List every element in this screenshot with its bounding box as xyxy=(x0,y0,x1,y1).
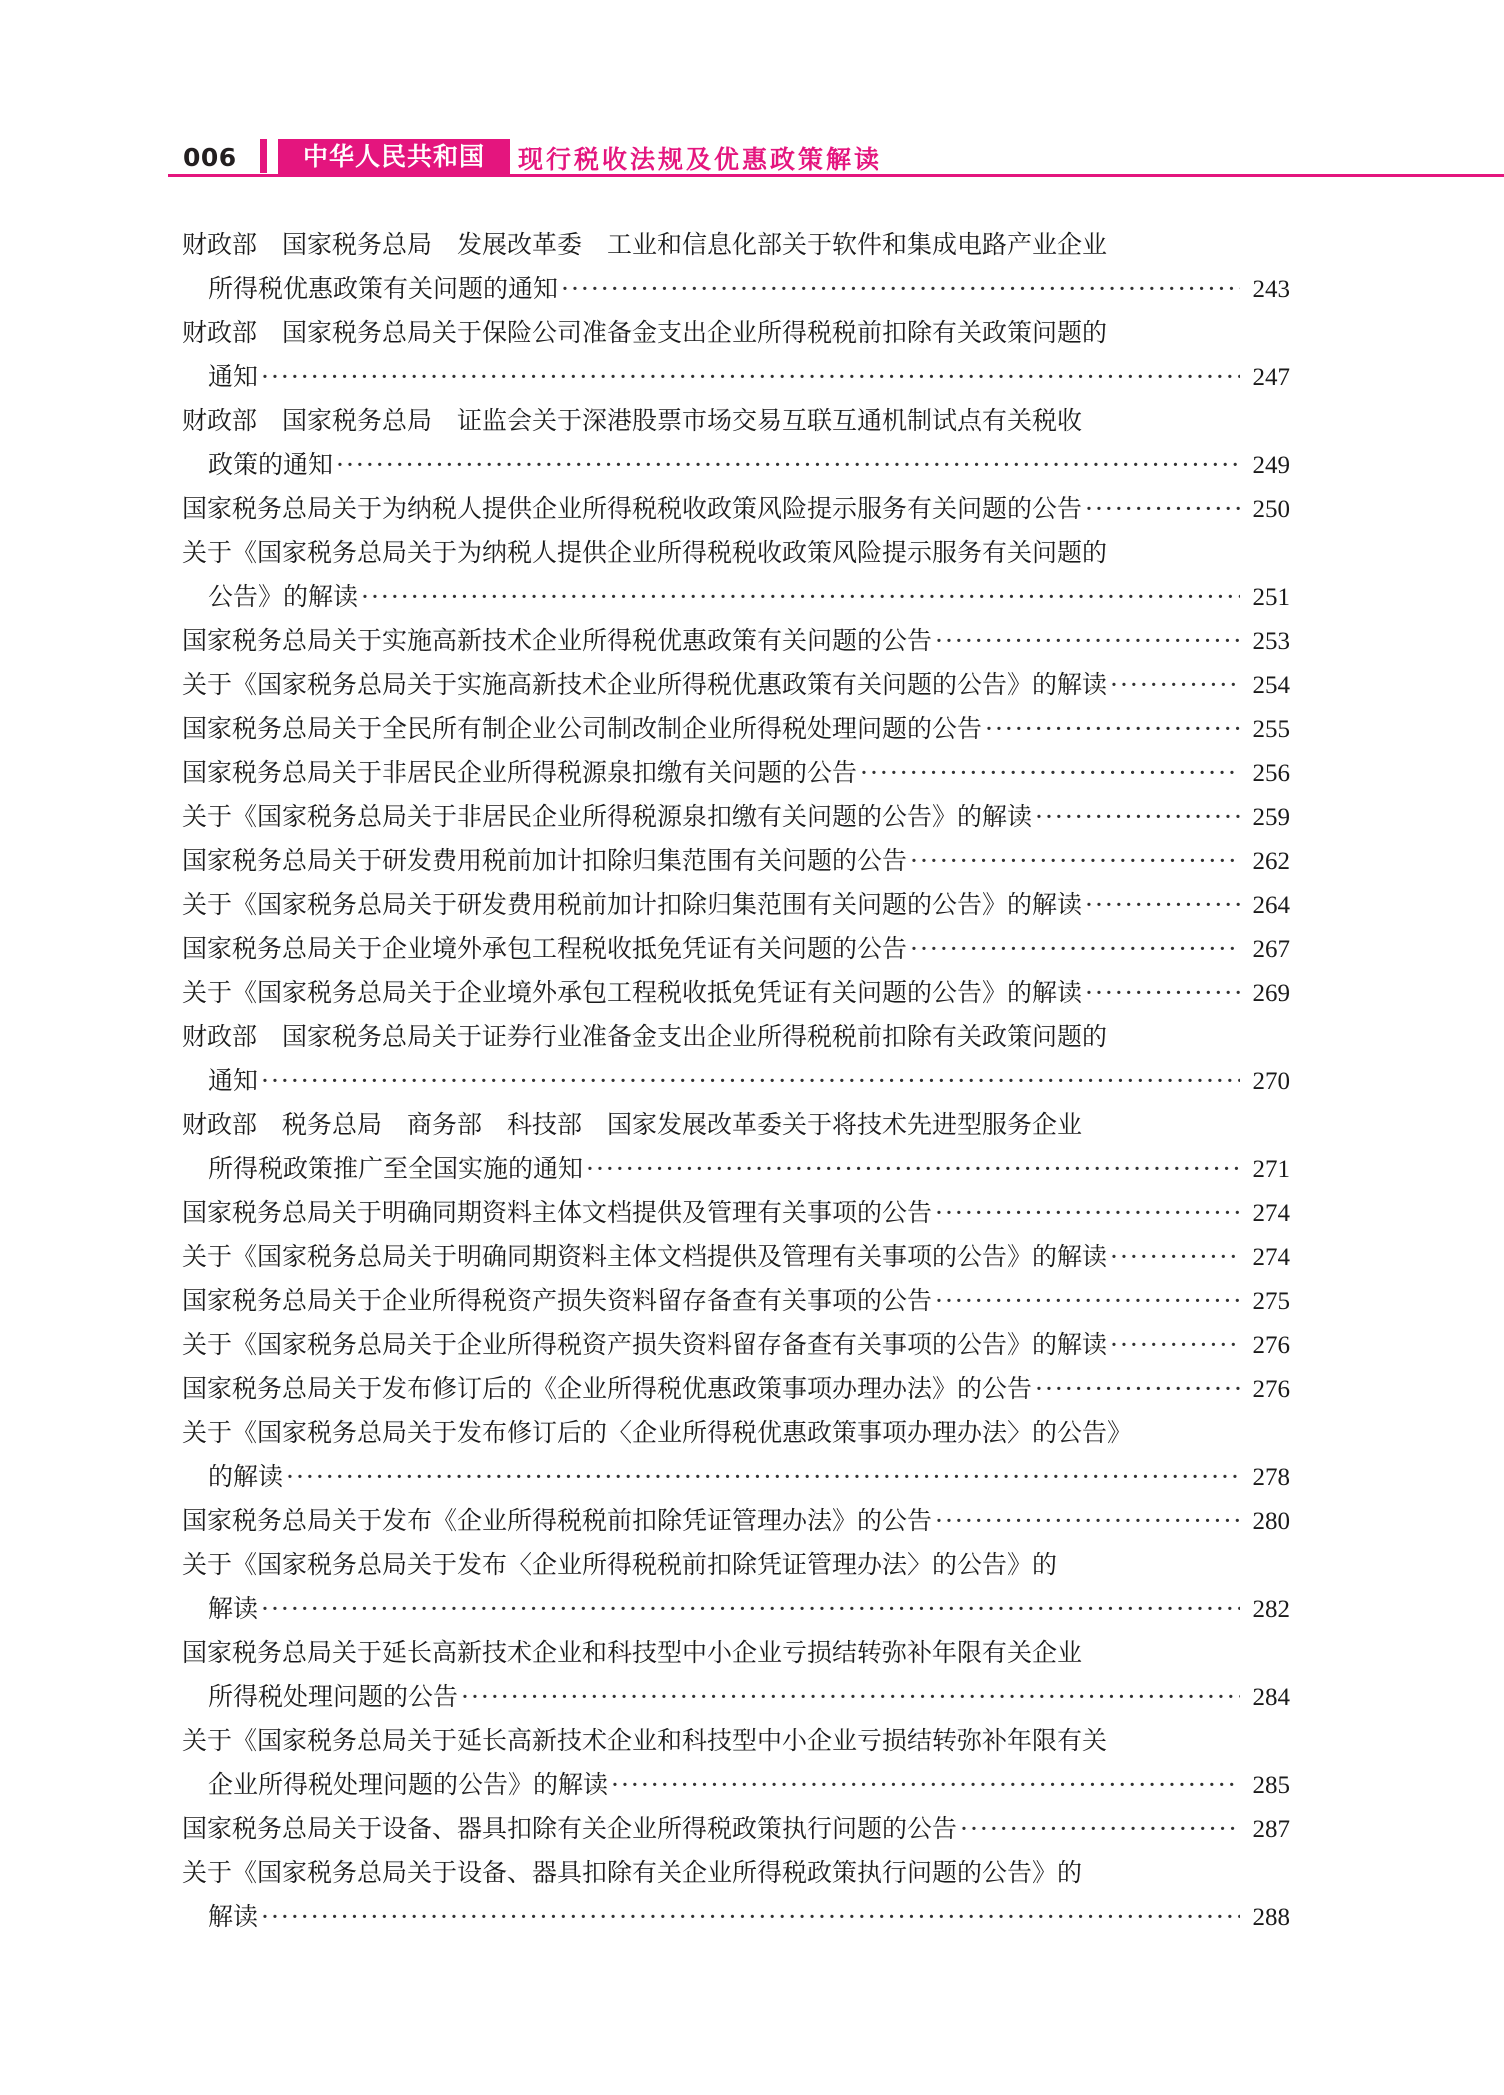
toc-line xyxy=(182,927,1290,971)
toc-line xyxy=(182,531,1290,575)
toc-line xyxy=(182,883,1290,927)
dot-leader xyxy=(985,707,1240,751)
toc-entry[interactable] xyxy=(182,1499,1290,1543)
toc-page-number: 249 xyxy=(1252,452,1290,479)
toc-entry-title: 国家税务总局关于为纳税人提供企业所得税税收政策风险提示服务有关问题的公告 xyxy=(182,494,1083,523)
toc-entry[interactable] xyxy=(182,1851,1290,1939)
toc-entry[interactable] xyxy=(182,795,1290,839)
toc-entry-title: 关于《国家税务总局关于非居民企业所得税源泉扣缴有关问题的公告》的解读 xyxy=(182,802,1033,831)
toc-line xyxy=(182,1587,1290,1631)
toc-entry[interactable] xyxy=(182,1807,1290,1851)
dot-leader xyxy=(1035,795,1240,839)
toc-line xyxy=(182,1235,1290,1279)
toc-entry-title: 财政部 国家税务总局关于保险公司准备金支出企业所得税税前扣除有关政策问题的 xyxy=(182,318,1108,347)
toc-entry[interactable] xyxy=(182,399,1290,487)
toc-line xyxy=(182,1059,1290,1103)
toc-page-number: 255 xyxy=(1252,716,1290,743)
toc-line xyxy=(182,1323,1290,1367)
toc-page-number: 247 xyxy=(1252,364,1290,391)
toc-page-number: 275 xyxy=(1252,1288,1290,1315)
toc-line xyxy=(182,1455,1290,1499)
toc-entry-title: 国家税务总局关于延长高新技术企业和科技型中小企业亏损结转弥补年限有关企业 xyxy=(182,1638,1083,1667)
toc-entry-title: 关于《国家税务总局关于设备、器具扣除有关企业所得税政策执行问题的公告》的 xyxy=(182,1858,1083,1887)
toc-line xyxy=(182,223,1290,267)
toc-entry-title: 关于《国家税务总局关于为纳税人提供企业所得税税收政策风险提示服务有关问题的 xyxy=(182,538,1108,567)
toc-entry-title: 国家税务总局关于发布修订后的《企业所得税优惠政策事项办理办法》的公告 xyxy=(182,1374,1033,1403)
toc-page-number: 276 xyxy=(1252,1376,1290,1403)
toc-entry[interactable] xyxy=(182,927,1290,971)
toc-line xyxy=(182,619,1290,663)
toc-entry-title: 国家税务总局关于全民所有制企业公司制改制企业所得税处理问题的公告 xyxy=(182,714,983,743)
toc-entry-title: 财政部 国家税务总局 证监会关于深港股票市场交易互联互通机制试点有关税收 xyxy=(182,406,1083,435)
dot-leader xyxy=(261,1587,1240,1631)
page-header xyxy=(0,0,1504,180)
toc-line xyxy=(182,1807,1290,1851)
toc-page-number: 262 xyxy=(1252,848,1290,875)
dot-leader xyxy=(286,1455,1240,1499)
dot-leader xyxy=(935,619,1240,663)
toc-entry-title: 国家税务总局关于企业所得税资产损失资料留存备查有关事项的公告 xyxy=(182,1286,933,1315)
dot-leader xyxy=(1085,971,1240,1015)
toc-page-number: 267 xyxy=(1252,936,1290,963)
toc-entry-title: 国家税务总局关于研发费用税前加计扣除归集范围有关问题的公告 xyxy=(182,846,908,875)
toc-line xyxy=(182,1851,1290,1895)
toc-entry-title: 关于《国家税务总局关于明确同期资料主体文档提供及管理有关事项的公告》的解读 xyxy=(182,1242,1108,1271)
toc-page-number: 282 xyxy=(1252,1596,1290,1623)
dot-leader xyxy=(261,1895,1240,1939)
dot-leader xyxy=(1110,663,1240,707)
book-subtitle: 现行税收法规及优惠政策解读 xyxy=(518,145,883,174)
dot-leader xyxy=(336,443,1240,487)
toc-entry-title: 关于《国家税务总局关于发布〈企业所得税税前扣除凭证管理办法〉的公告》的 xyxy=(182,1550,1058,1579)
toc-line xyxy=(182,839,1290,883)
toc-entry-title: 国家税务总局关于发布《企业所得税税前扣除凭证管理办法》的公告 xyxy=(182,1506,933,1535)
dot-leader xyxy=(960,1807,1240,1851)
dot-leader xyxy=(1085,487,1240,531)
table-of-contents xyxy=(182,223,1290,1939)
toc-entry[interactable] xyxy=(182,751,1290,795)
toc-line xyxy=(182,795,1290,839)
dot-leader xyxy=(461,1675,1240,1719)
toc-entry[interactable] xyxy=(182,1235,1290,1279)
toc-entry-title: 国家税务总局关于明确同期资料主体文档提供及管理有关事项的公告 xyxy=(182,1198,933,1227)
toc-entry[interactable] xyxy=(182,1015,1290,1103)
header-accent-bar xyxy=(260,139,267,173)
toc-entry[interactable] xyxy=(182,1191,1290,1235)
toc-entry-title: 关于《国家税务总局关于发布修订后的〈企业所得税优惠政策事项办理办法〉的公告》 xyxy=(182,1418,1133,1447)
dot-leader xyxy=(261,355,1240,399)
toc-entry-title: 通知 xyxy=(208,1066,259,1095)
toc-entry-title: 政策的通知 xyxy=(208,450,334,479)
toc-line xyxy=(182,1015,1290,1059)
toc-entry[interactable] xyxy=(182,1411,1290,1499)
toc-line xyxy=(182,663,1290,707)
toc-entry[interactable] xyxy=(182,1103,1290,1191)
toc-entry[interactable] xyxy=(182,1719,1290,1807)
toc-entry-title: 关于《国家税务总局关于实施高新技术企业所得税优惠政策有关问题的公告》的解读 xyxy=(182,670,1108,699)
dot-leader xyxy=(860,751,1240,795)
toc-entry-title: 所得税优惠政策有关问题的通知 xyxy=(208,274,559,303)
toc-entry[interactable] xyxy=(182,1323,1290,1367)
dot-leader xyxy=(361,575,1240,619)
toc-entry-title: 关于《国家税务总局关于企业境外承包工程税收抵免凭证有关问题的公告》的解读 xyxy=(182,978,1083,1007)
toc-page-number: 276 xyxy=(1252,1332,1290,1359)
toc-line xyxy=(182,1895,1290,1939)
toc-entry-title: 国家税务总局关于非居民企业所得税源泉扣缴有关问题的公告 xyxy=(182,758,858,787)
toc-entry-title: 关于《国家税务总局关于延长高新技术企业和科技型中小企业亏损结转弥补年限有关 xyxy=(182,1726,1108,1755)
toc-entry-title: 所得税政策推广至全国实施的通知 xyxy=(208,1154,584,1183)
toc-line xyxy=(182,311,1290,355)
toc-entry-title: 财政部 税务总局 商务部 科技部 国家发展改革委关于将技术先进型服务企业 xyxy=(182,1110,1083,1139)
toc-line xyxy=(182,267,1290,311)
toc-entry-title: 企业所得税处理问题的公告》的解读 xyxy=(208,1770,609,1799)
toc-entry[interactable] xyxy=(182,663,1290,707)
toc-entry[interactable] xyxy=(182,971,1290,1015)
toc-page-number: 253 xyxy=(1252,628,1290,655)
toc-entry-title: 所得税处理问题的公告 xyxy=(208,1682,459,1711)
toc-entry-title: 公告》的解读 xyxy=(208,582,359,611)
dot-leader xyxy=(261,1059,1240,1103)
toc-entry-title: 国家税务总局关于设备、器具扣除有关企业所得税政策执行问题的公告 xyxy=(182,1814,958,1843)
toc-page-number: 256 xyxy=(1252,760,1290,787)
toc-line xyxy=(182,751,1290,795)
toc-entry-title: 解读 xyxy=(208,1594,259,1623)
toc-entry-title: 财政部 国家税务总局关于证券行业准备金支出企业所得税税前扣除有关政策问题的 xyxy=(182,1022,1108,1051)
dot-leader xyxy=(910,927,1240,971)
toc-line xyxy=(182,575,1290,619)
toc-line xyxy=(182,443,1290,487)
dot-leader xyxy=(910,839,1240,883)
toc-page-number: 278 xyxy=(1252,1464,1290,1491)
dot-leader xyxy=(935,1191,1240,1235)
dot-leader xyxy=(935,1279,1240,1323)
toc-entry-title: 通知 xyxy=(208,362,259,391)
page-number: 006 xyxy=(183,143,237,172)
toc-line xyxy=(182,1279,1290,1323)
toc-line xyxy=(182,1719,1290,1763)
toc-page-number: 288 xyxy=(1252,1904,1290,1931)
toc-page-number: 254 xyxy=(1252,672,1290,699)
toc-page-number: 269 xyxy=(1252,980,1290,1007)
toc-entry-title: 关于《国家税务总局关于企业所得税资产损失资料留存备查有关事项的公告》的解读 xyxy=(182,1330,1108,1359)
toc-line xyxy=(182,1103,1290,1147)
toc-entry-title: 的解读 xyxy=(208,1462,284,1491)
toc-line xyxy=(182,1499,1290,1543)
dot-leader xyxy=(611,1763,1240,1807)
toc-entry-title: 国家税务总局关于企业境外承包工程税收抵免凭证有关问题的公告 xyxy=(182,934,908,963)
toc-page-number: 287 xyxy=(1252,1816,1290,1843)
toc-entry[interactable] xyxy=(182,1279,1290,1323)
series-title: 中华人民共和国 xyxy=(278,139,510,174)
toc-page-number: 270 xyxy=(1252,1068,1290,1095)
toc-entry[interactable] xyxy=(182,619,1290,663)
toc-entry[interactable] xyxy=(182,1543,1290,1631)
toc-entry[interactable] xyxy=(182,1631,1290,1719)
toc-page-number: 274 xyxy=(1252,1244,1290,1271)
toc-entry-title: 财政部 国家税务总局 发展改革委 工业和信息化部关于软件和集成电路产业企业 xyxy=(182,230,1108,259)
toc-line xyxy=(182,971,1290,1015)
toc-page-number: 271 xyxy=(1252,1156,1290,1183)
dot-leader xyxy=(586,1147,1240,1191)
toc-entry[interactable] xyxy=(182,883,1290,927)
toc-line xyxy=(182,1763,1290,1807)
dot-leader xyxy=(935,1499,1240,1543)
toc-line xyxy=(182,1631,1290,1675)
toc-page-number: 250 xyxy=(1252,496,1290,523)
dot-leader xyxy=(1110,1323,1240,1367)
toc-entry[interactable] xyxy=(182,839,1290,883)
toc-line xyxy=(182,1675,1290,1719)
toc-line xyxy=(182,1543,1290,1587)
toc-line xyxy=(182,1367,1290,1411)
dot-leader xyxy=(1085,883,1240,927)
toc-page-number: 243 xyxy=(1252,276,1290,303)
toc-page-number: 259 xyxy=(1252,804,1290,831)
dot-leader xyxy=(1110,1235,1240,1279)
toc-page-number: 284 xyxy=(1252,1684,1290,1711)
toc-line xyxy=(182,1191,1290,1235)
toc-line xyxy=(182,487,1290,531)
toc-entry[interactable] xyxy=(182,487,1290,531)
toc-entry-title: 关于《国家税务总局关于研发费用税前加计扣除归集范围有关问题的公告》的解读 xyxy=(182,890,1083,919)
toc-entry-title: 解读 xyxy=(208,1902,259,1931)
toc-line xyxy=(182,355,1290,399)
toc-entry[interactable] xyxy=(182,707,1290,751)
toc-line xyxy=(182,1411,1290,1455)
toc-entry[interactable] xyxy=(182,311,1290,399)
dot-leader xyxy=(561,267,1240,311)
dot-leader xyxy=(1035,1367,1240,1411)
toc-entry[interactable] xyxy=(182,223,1290,311)
header-rule xyxy=(168,174,1504,177)
toc-entry[interactable] xyxy=(182,1367,1290,1411)
toc-page-number: 251 xyxy=(1252,584,1290,611)
toc-line xyxy=(182,1147,1290,1191)
toc-line xyxy=(182,707,1290,751)
toc-page-number: 285 xyxy=(1252,1772,1290,1799)
toc-entry-title: 国家税务总局关于实施高新技术企业所得税优惠政策有关问题的公告 xyxy=(182,626,933,655)
toc-entry[interactable] xyxy=(182,531,1290,619)
toc-page-number: 274 xyxy=(1252,1200,1290,1227)
toc-page-number: 280 xyxy=(1252,1508,1290,1535)
toc-page-number: 264 xyxy=(1252,892,1290,919)
toc-line xyxy=(182,399,1290,443)
